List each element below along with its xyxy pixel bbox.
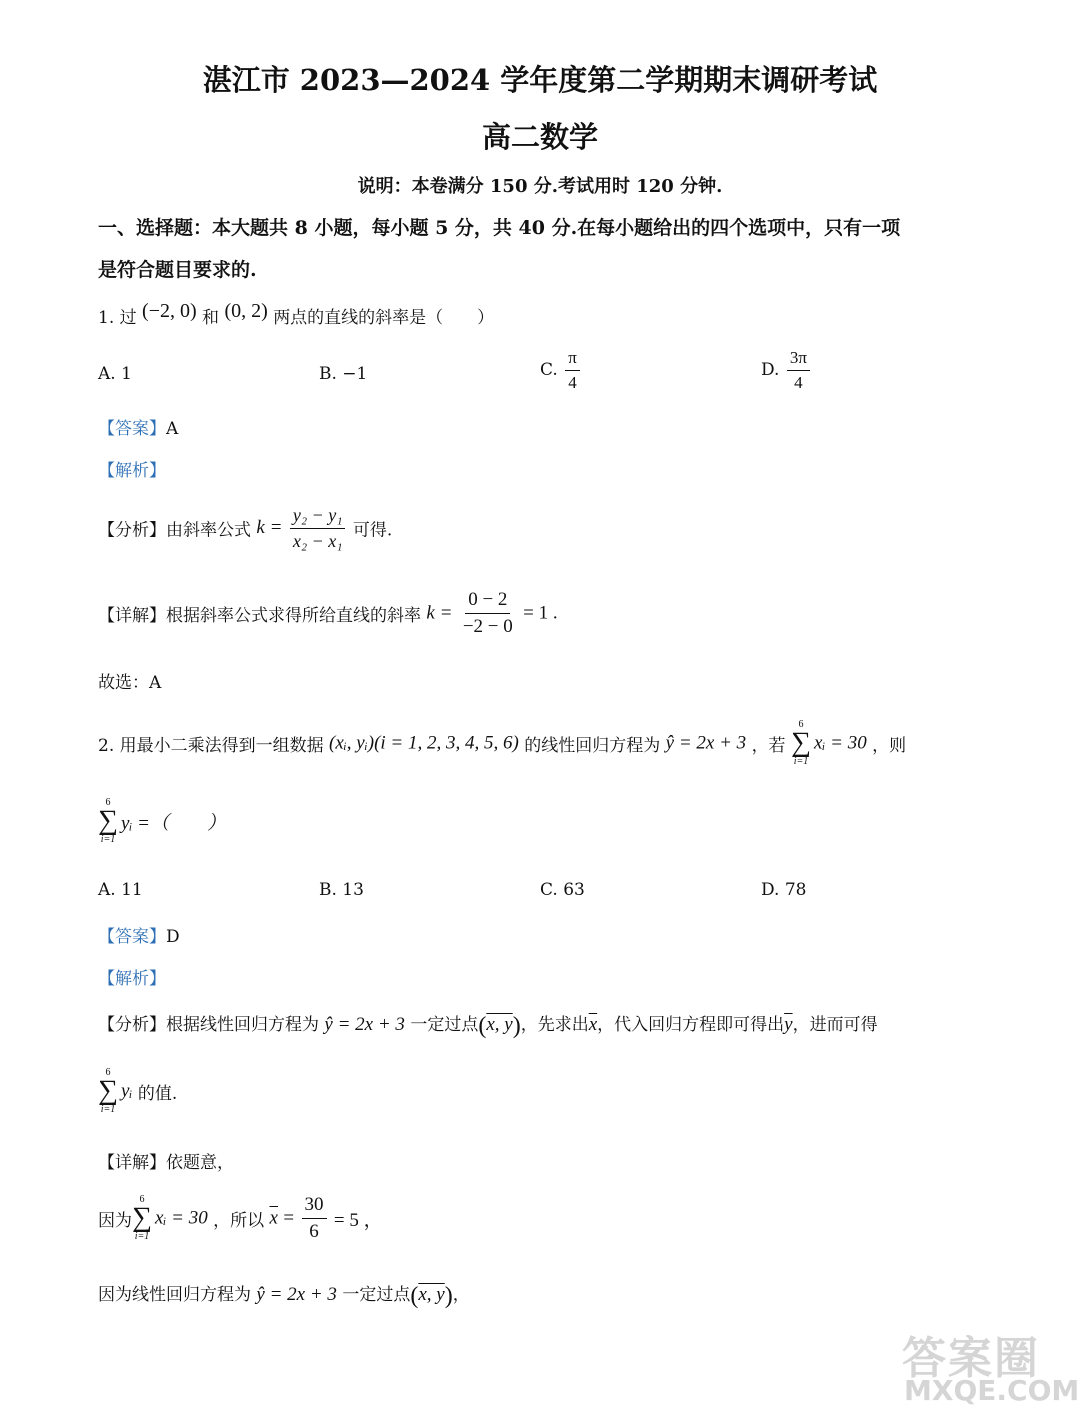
q2-analysis-line2 <box>98 1068 177 1115</box>
q1-analysis-pre: 由斜率公式 <box>166 520 251 541</box>
q2-analysis-f: 的值. <box>137 1083 178 1104</box>
q2-detail-fraction <box>302 1194 327 1243</box>
q1-tail: 两点的直线的斜率是（ ） <box>273 308 495 328</box>
q2-analysis-tag: 【分析】 <box>98 1015 166 1035</box>
q1-answer-value: A <box>166 419 179 439</box>
q1-option-d-fraction <box>787 348 810 392</box>
q2-option-b: B. 13 <box>319 880 364 900</box>
q1-analysis-k: k = <box>256 517 283 539</box>
q2-detail-eq-sign: = <box>283 1207 295 1229</box>
q2-analysis-point: x, y <box>486 1014 513 1035</box>
q2-line2-c: ， <box>452 1285 470 1305</box>
q2-analysis-sum-top: 6 <box>105 1067 111 1078</box>
q1-detail <box>98 589 558 638</box>
q1-and: 和 <box>202 308 220 328</box>
q1-detail-post: = 1 . <box>523 602 558 624</box>
q1-option-d-num: 3π <box>787 348 810 371</box>
q2-sum-y-symbol <box>98 798 118 845</box>
q2-sum-y-top: 6 <box>105 797 111 808</box>
q2-option-a: A. 11 <box>98 880 143 900</box>
q2-sum-y: yᵢ =（ ） <box>120 812 226 834</box>
q2-detail-text: 依题意， <box>166 1153 234 1173</box>
q2-equation: ŷ = 2x + 3 <box>665 732 747 754</box>
q2-detail-xbar: $\overline{x}$ <box>269 1207 278 1229</box>
q1-option-d <box>761 348 812 392</box>
q2-line2-point: x, y <box>418 1284 445 1305</box>
q2-detail <box>98 1148 234 1173</box>
q1-analysis-post: 可得. <box>352 520 393 541</box>
watermark-logo: 答案圈 <box>902 1333 1040 1384</box>
q1-detail-tag: 【详解】 <box>98 605 166 626</box>
q2-answer <box>98 922 180 947</box>
q1-answer <box>98 414 178 439</box>
q2-jiexi-tag: 【解析】 <box>98 969 166 989</box>
q1-option-d-label: D. <box>761 360 780 381</box>
q2-detail-sum-x: xᵢ = 30 <box>154 1207 208 1229</box>
sigma-symbol: ∑ <box>790 727 811 758</box>
q1-number: 1. 过 <box>98 308 137 328</box>
q2-stem-line2 <box>98 798 226 845</box>
q2-yinwei: 因为 <box>98 1210 132 1231</box>
q2-analysis-e: ，进而可得 <box>792 1015 878 1035</box>
q1-option-c-label: C. <box>540 360 558 381</box>
q2-number: 2. 用最小二乘法得到一组数据 <box>98 735 324 756</box>
q2-analysis-eq: ŷ = 2x + 3 <box>324 1014 405 1035</box>
sigma-symbol: ∑ <box>98 805 118 836</box>
paren-close: ) <box>512 1013 521 1039</box>
q1-slope-formula-den: x₂ − x₁ <box>292 530 343 551</box>
q2-analysis <box>98 1010 878 1040</box>
q1-detail-fraction <box>460 589 516 638</box>
page-subtitle: 高二数学 <box>481 120 598 154</box>
q2-sum-y-bottom: i=1 <box>100 833 116 845</box>
q1-option-c-den: 4 <box>568 372 577 392</box>
q2-analysis-sum-symbol <box>98 1068 118 1115</box>
q2-detail-sum-top: 6 <box>139 1194 145 1206</box>
q1-point-a: (−2, 0) <box>142 300 197 322</box>
q2-analysis-b: 一定过点 <box>410 1015 479 1035</box>
q1-detail-k: k = <box>426 602 453 624</box>
q1-option-c-num: π <box>565 348 580 371</box>
q2-detail-frac-num: 30 <box>302 1194 327 1219</box>
q2-sum-bottom: i=1 <box>793 755 809 767</box>
q2-detail-line2 <box>98 1280 470 1310</box>
q1-option-c-fraction <box>565 348 580 392</box>
q2-detail-sum-bottom: i=1 <box>134 1230 150 1242</box>
q1-choice: 故选：A <box>98 673 162 693</box>
q2-ruo: ，若 <box>751 735 786 756</box>
q1-answer-tag: 【答案】 <box>98 419 166 439</box>
paren-open: ( <box>410 1283 419 1309</box>
q2-option-d: D. 78 <box>761 880 807 900</box>
q1-slope-formula <box>290 505 346 551</box>
q2-detail-line1 <box>98 1194 383 1243</box>
q2-line2-b: 一定过点 <box>342 1285 411 1305</box>
q1-slope-formula-num: y₂ − y₁ <box>290 505 346 529</box>
q2-analysis-sum-y: yᵢ <box>120 1080 133 1102</box>
q1-option-a: A. 1 <box>98 364 132 384</box>
q2-answer-value: D <box>166 927 180 947</box>
question-2 <box>98 720 906 767</box>
paren-close: ) <box>444 1283 453 1309</box>
q1-option-d-den: 4 <box>794 372 803 392</box>
page-title: 湛江市 2023—2024 学年度第二学期期末调研考试 <box>202 63 878 97</box>
q1-detail-pre: 根据斜率公式求得所给直线的斜率 <box>166 605 421 626</box>
q2-sum-symbol <box>791 720 811 767</box>
q1-analysis-tag: 【分析】 <box>98 520 166 541</box>
q2-option-c: C. 63 <box>540 880 585 900</box>
q2-sum-x: xᵢ = 30 <box>813 732 867 754</box>
q2-analysis-xbar: $\overline{x}$ <box>588 1014 598 1035</box>
q2-detail-frac-den: 6 <box>309 1220 319 1242</box>
question-1 <box>98 300 494 328</box>
q1-detail-den: −2 − 0 <box>462 615 513 637</box>
q2-suoyi: ，所以 <box>213 1210 265 1231</box>
q2-analysis-sum-bottom: i=1 <box>100 1103 116 1115</box>
q2-detail-tag: 【详解】 <box>98 1153 166 1173</box>
q2-analysis-a: 根据线性回归方程为 <box>166 1015 319 1035</box>
paren-open: ( <box>478 1013 487 1039</box>
q2-analysis-d: ，代入回归方程即可得出 <box>597 1015 785 1035</box>
q1-point-b: (0, 2) <box>224 300 268 322</box>
q2-mid: 的线性回归方程为 <box>524 735 661 756</box>
q1-option-c <box>540 348 582 392</box>
watermark-url: MXQE.COM <box>904 1374 1080 1407</box>
section-heading-line1: 一、选择题：本大题共 8 小题，每小题 5 分，共 40 分.在每小题给出的四个选项中，只有一项 <box>98 217 901 239</box>
q1-analysis <box>98 505 392 551</box>
q1-jiexi-tag: 【解析】 <box>98 461 166 481</box>
section-heading-line2: 是符合题目要求的. <box>98 259 257 281</box>
exam-note: 说明：本卷满分 150 分.考试用时 120 分钟. <box>357 176 723 197</box>
q1-detail-num: 0 − 2 <box>465 589 510 614</box>
q2-analysis-c: ，先求出 <box>520 1015 589 1035</box>
q2-answer-tag: 【答案】 <box>98 927 166 947</box>
q2-analysis-ybar: $\overline{y}$ <box>784 1014 793 1035</box>
sigma-symbol: ∑ <box>98 1075 118 1106</box>
sigma-symbol: ∑ <box>132 1202 152 1234</box>
q2-data: (xᵢ, yᵢ)(i = 1, 2, 3, 4, 5, 6) <box>329 732 519 754</box>
q2-line2-a: 因为线性回归方程为 <box>98 1285 251 1305</box>
q2-ze: ，则 <box>872 735 907 756</box>
q2-detail-sum-symbol <box>132 1195 152 1242</box>
q2-sum-top: 6 <box>798 719 804 730</box>
q2-line2-eq: ŷ = 2x + 3 <box>256 1284 337 1305</box>
q2-detail-result: = 5 ， <box>333 1209 383 1231</box>
q1-option-b: B. −1 <box>319 364 368 384</box>
